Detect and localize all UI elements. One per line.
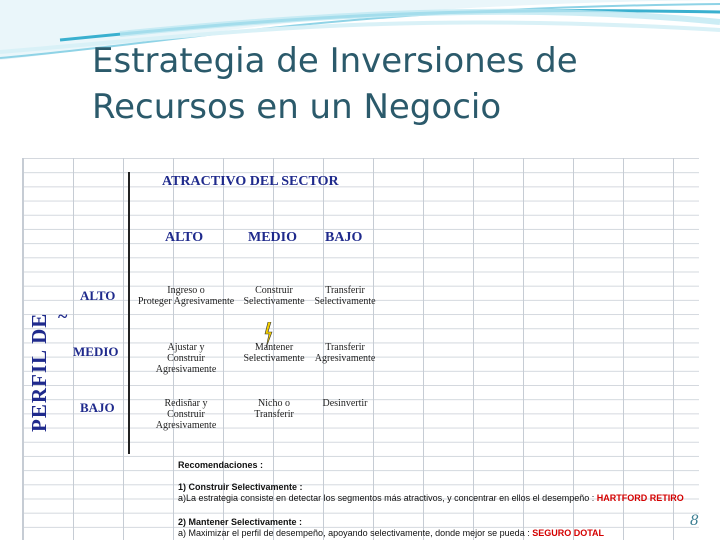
recommendation-1-title: 1) Construir Selectivamente :: [178, 482, 303, 492]
cell-line: Selectivamente: [314, 296, 376, 307]
matrix-cell: [240, 342, 308, 364]
matrix-header: ATRACTIVO DEL SECTOR: [162, 174, 339, 189]
cell-line: Agresivamente: [155, 364, 217, 375]
slide-title: [92, 38, 692, 130]
recommendations-title: Recomendaciones :: [178, 460, 264, 470]
recommendation-2-body: a) Maximizar el perfil de desempeño, apoyando selectivamente, donde mejor se pueda :: [178, 528, 530, 538]
cell-line: Selectivamente: [243, 296, 305, 307]
column-header-bajo: BAJO: [325, 230, 363, 245]
page-number: 8: [690, 513, 699, 529]
cell-line: Agresivamente: [314, 353, 376, 364]
matrix-cell: [140, 398, 232, 431]
column-header-medio: MEDIO: [248, 230, 297, 245]
row-header-alto: ALTO: [80, 288, 116, 303]
matrix-cell: [134, 285, 238, 307]
matrix-cell: [311, 398, 379, 409]
cell-line: Selectivamente: [243, 353, 305, 364]
recommendation-1-body: a)La estrategia consiste en detectar los segmentos más atractivos, y concentrar en ellos el desempeño :: [178, 493, 595, 503]
cell-line: Redisñar y: [164, 398, 208, 409]
cell-line: Mantener: [254, 342, 294, 353]
recommendation-1-highlight: HARTFORD RETIRO: [596, 493, 684, 503]
cell-line: Nicho o: [258, 398, 290, 409]
cell-line: Transferir: [254, 409, 294, 420]
lightning-icon: [263, 322, 273, 348]
matrix-axis-line: [128, 172, 130, 454]
row-axis-label: PERFIL DE: [27, 312, 51, 432]
cell-line: Proteger Agresivamente: [137, 296, 235, 307]
cell-line: Ajustar y: [167, 342, 205, 353]
cell-line: Desinvertir: [322, 398, 368, 409]
matrix-cell: [140, 342, 232, 375]
matrix-cell: [240, 285, 308, 307]
cell-line: Transferir: [325, 342, 365, 353]
matrix-cell: [311, 342, 379, 364]
column-header-alto: ALTO: [165, 230, 204, 245]
row-axis-mark: ~: [58, 306, 68, 326]
cell-line: Ingreso o: [167, 285, 205, 296]
cell-line: Transferir: [325, 285, 365, 296]
recommendation-1-text: [178, 493, 684, 503]
recommendation-2-text: [178, 528, 604, 538]
slide-title-line-1: Estrategia de Inversiones de: [92, 41, 578, 81]
cell-line: Construir: [167, 353, 205, 364]
slide-title-line-2: Recursos en un Negocio: [92, 87, 502, 127]
recommendation-2-highlight: SEGURO DOTAL: [532, 528, 605, 538]
recommendation-2-title: 2) Mantener Selectivamente :: [178, 517, 303, 527]
row-header-medio: MEDIO: [73, 344, 119, 359]
matrix-cell: [311, 285, 379, 307]
matrix-cell: [240, 398, 308, 420]
row-header-bajo: BAJO: [80, 400, 115, 415]
cell-line: Construir: [167, 409, 205, 420]
cell-line: Agresivamente: [155, 420, 217, 431]
cell-line: Construir: [255, 285, 293, 296]
